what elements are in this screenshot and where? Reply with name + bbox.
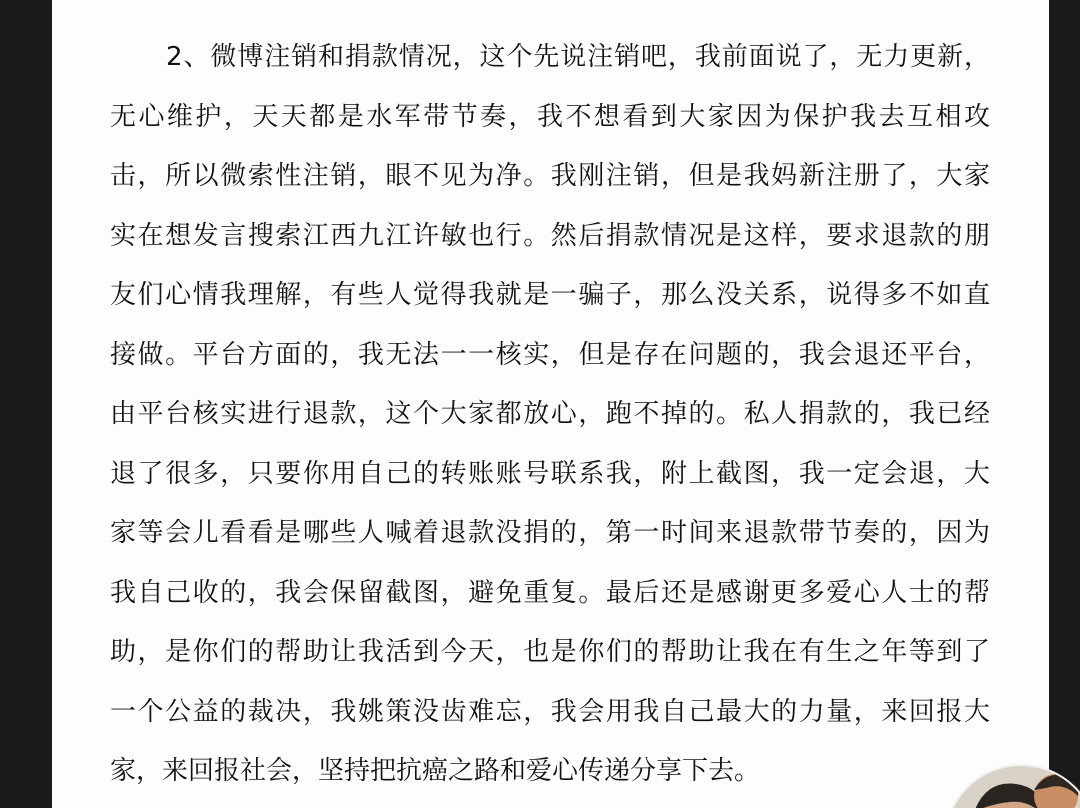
text-line: 无心维护，天天都是水军带节奏，我不想看到大家因为保护我去互相攻 <box>110 101 990 132</box>
text-line: 退了很多，只要你用自己的转账账号联系我，附上截图，我一定会退，大 <box>110 458 990 489</box>
text-line: 友们心情我理解，有些人觉得我就是一骗子，那么没关系，说得多不如直 <box>110 280 990 310</box>
text-line: 2、微博注销和捐款情况，这个先说注销吧，我前面说了，无力更新， <box>166 42 990 72</box>
text-line: 家等会儿看看是哪些人喊着退款没捐的，第一时间来退款带节奏的，因为 <box>110 518 990 548</box>
text-line: 家，来回报社会，坚持把抗癌之路和爱心传递分享下去。 <box>110 756 761 786</box>
text-line: 击，所以微索性注销，眼不见为净。我刚注销，但是我妈新注册了，大家 <box>110 161 990 191</box>
text-line: 实在想发言搜索江西九江许敏也行。然后捐款情况是这样，要求退款的朋 <box>110 220 990 251</box>
text-line: 一个公益的裁决，我姚策没齿难忘，我会用我自己最大的力量，来回报大 <box>110 696 990 727</box>
document-paragraph <box>110 28 990 802</box>
text-line: 由平台核实进行退款，这个大家都放心，跑不掉的。私人捐款的，我已经 <box>110 399 990 429</box>
text-line: 我自己收的，我会保留截图，避免重复。最后还是感谢更多爱心人士的帮 <box>110 577 990 608</box>
text-line: 助，是你们的帮助让我活到今天，也是你们的帮助让我在有生之年等到了 <box>110 637 990 667</box>
document-page <box>52 0 1049 808</box>
text-line: 接做。平台方面的，我无法一一核实，但是存在问题的，我会退还平台， <box>110 339 990 370</box>
